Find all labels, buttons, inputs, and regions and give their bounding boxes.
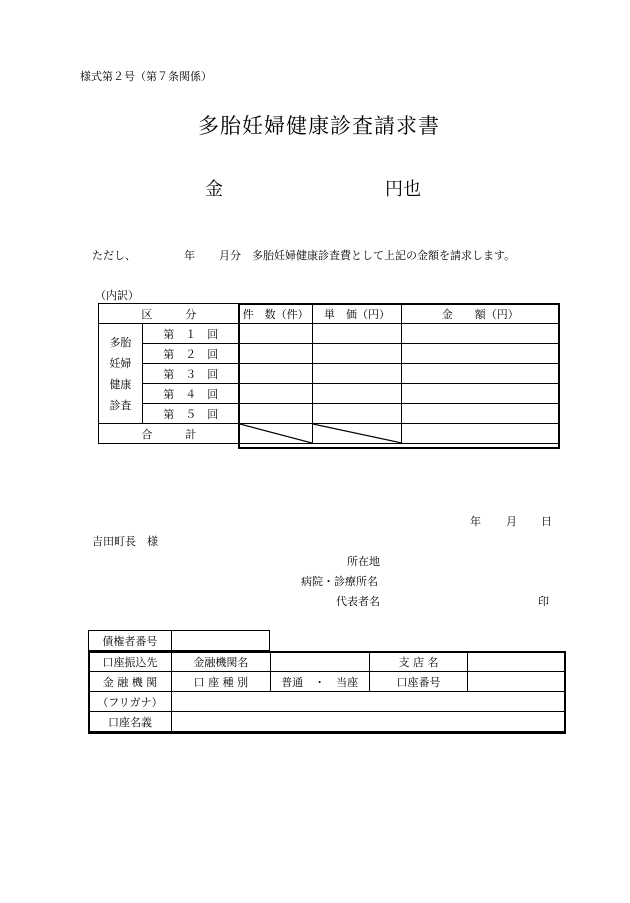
creditor-number-field[interactable] bbox=[171, 631, 269, 651]
amount-cell[interactable] bbox=[402, 364, 559, 384]
institution-label: 金 融 機 関 bbox=[89, 672, 172, 692]
unit-price-cell[interactable] bbox=[312, 384, 402, 404]
unit-price-cell[interactable] bbox=[312, 324, 402, 344]
total-amount-cell[interactable] bbox=[402, 424, 559, 444]
account-number-label: 口座番号 bbox=[369, 672, 468, 692]
row-label: 第 ２ 回 bbox=[142, 344, 239, 364]
breakdown-label: （内訳） bbox=[95, 289, 139, 302]
transfer-label: 口座振込先 bbox=[89, 652, 172, 672]
representative-label: 代表者名 bbox=[336, 595, 380, 608]
unit-price-cell[interactable] bbox=[312, 344, 402, 364]
total-unit-price-struck-cell bbox=[312, 424, 402, 444]
statement-prefix: ただし、 bbox=[92, 249, 136, 262]
account-number-field[interactable] bbox=[468, 672, 565, 692]
group-label-line: 診査 bbox=[109, 398, 132, 412]
furigana-field[interactable] bbox=[171, 692, 564, 712]
furigana-label: （フリガナ） bbox=[89, 692, 172, 712]
breakdown-table bbox=[98, 303, 559, 444]
header-amount: 金 額（円） bbox=[402, 304, 559, 324]
total-count-struck-cell bbox=[239, 424, 312, 444]
amount-cell[interactable] bbox=[402, 344, 559, 364]
creditor-number-label: 債権者番号 bbox=[89, 631, 172, 651]
branch-label: 支 店 名 bbox=[369, 652, 468, 672]
date-day: 日 bbox=[541, 515, 552, 528]
amount-cell[interactable] bbox=[402, 404, 559, 424]
row-label: 第 ３ 回 bbox=[142, 364, 239, 384]
group-label bbox=[99, 324, 143, 424]
row-label: 第 １ 回 bbox=[142, 324, 239, 344]
account-type-options[interactable]: 普通 ・ 当座 bbox=[270, 672, 369, 692]
account-name-field[interactable] bbox=[171, 712, 564, 732]
hospital-label: 病院・診療所名 bbox=[301, 575, 378, 588]
branch-field[interactable] bbox=[468, 652, 565, 672]
date-month: 月 bbox=[506, 515, 517, 528]
address-label: 所在地 bbox=[347, 555, 380, 568]
group-label-line: 健康 bbox=[109, 377, 132, 391]
bank-name-label: 金融機関名 bbox=[171, 652, 270, 672]
page-title: 多胎妊婦健康診査請求書 bbox=[198, 114, 440, 138]
account-name-label: 口座名義 bbox=[89, 712, 172, 732]
account-type-label: 口 座 種 別 bbox=[171, 672, 270, 692]
seal-mark: 印 bbox=[538, 595, 549, 608]
count-cell[interactable] bbox=[239, 344, 312, 364]
row-label: 第 ４ 回 bbox=[142, 384, 239, 404]
statement-text: 月分 多胎妊婦健康診査費として上記の金額を請求します。 bbox=[219, 249, 516, 262]
unit-price-cell[interactable] bbox=[312, 364, 402, 384]
bank-name-field[interactable] bbox=[270, 652, 369, 672]
creditor-number-table bbox=[88, 630, 270, 651]
amount-cell[interactable] bbox=[402, 324, 559, 344]
unit-price-cell[interactable] bbox=[312, 404, 402, 424]
amount-kin-label: 金 bbox=[205, 179, 223, 200]
count-cell[interactable] bbox=[239, 384, 312, 404]
header-unit-price: 単 価（円） bbox=[312, 304, 402, 324]
date-year: 年 bbox=[470, 515, 481, 528]
row-label: 第 ５ 回 bbox=[142, 404, 239, 424]
count-cell[interactable] bbox=[239, 324, 312, 344]
header-category: 区 分 bbox=[99, 304, 240, 324]
amount-cell[interactable] bbox=[402, 384, 559, 404]
group-label-line: 妊婦 bbox=[109, 356, 132, 370]
amount-yen-label: 円也 bbox=[385, 179, 421, 200]
count-cell[interactable] bbox=[239, 364, 312, 384]
header-count: 件 数（件） bbox=[239, 304, 312, 324]
bank-table bbox=[88, 651, 565, 732]
form-number: 様式第２号（第７条関係） bbox=[80, 70, 212, 83]
addressee: 吉田町長 様 bbox=[92, 535, 158, 548]
total-label: 合 計 bbox=[99, 424, 240, 444]
statement-year: 年 bbox=[184, 249, 195, 262]
group-label-line: 多胎 bbox=[109, 335, 132, 349]
count-cell[interactable] bbox=[239, 404, 312, 424]
